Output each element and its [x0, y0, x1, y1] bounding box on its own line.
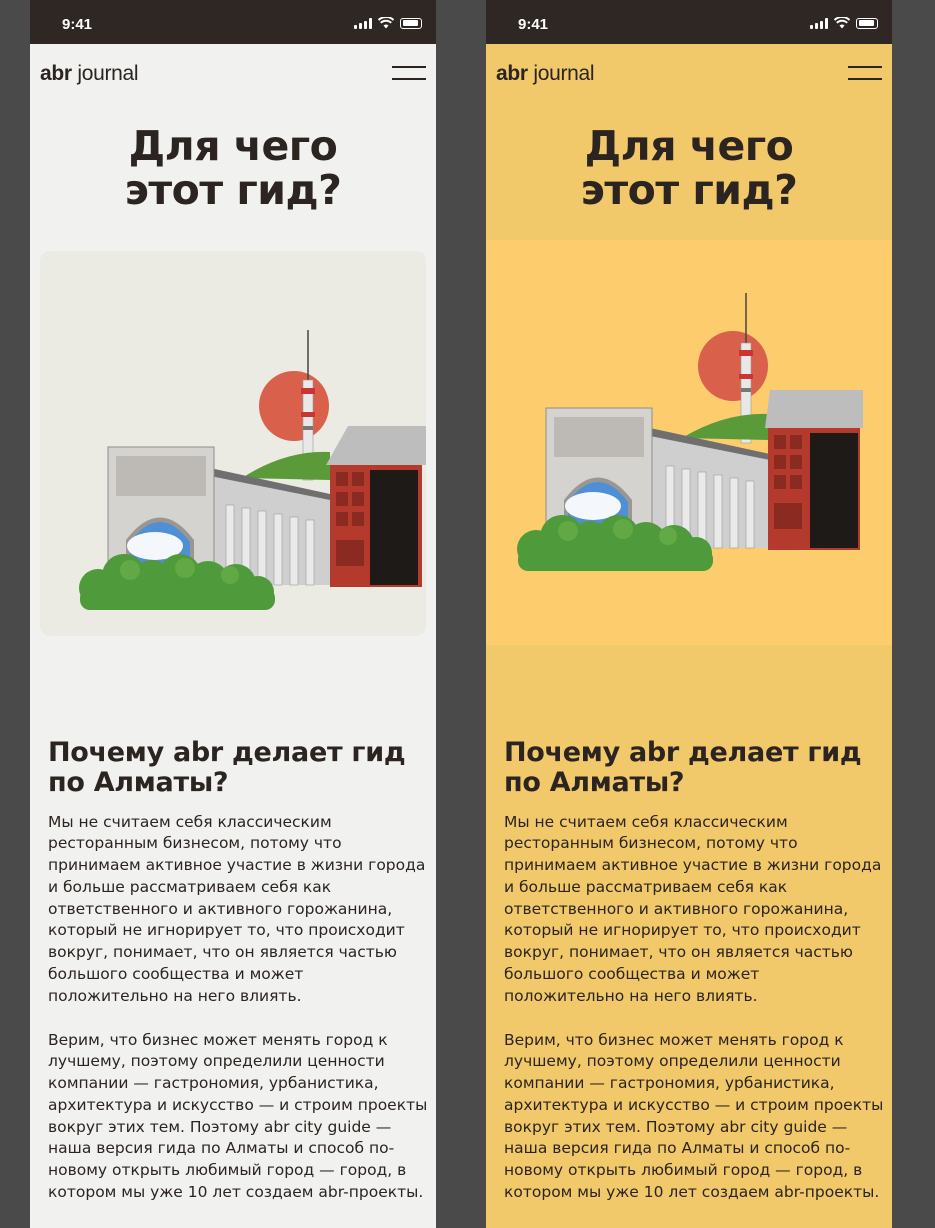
status-time: 9:41 [518, 16, 549, 33]
paragraph-1: Мы не считаем себя классическим ресторанным бизнесом, потому что принимаем активное участие в жизни города и больше рассматриваем себя как ответственного и активного горожанина, который не игнорирует то, что происходит вокруг, понимает, что он является частью большого сообщества и может положительно на него влиять. [48, 812, 426, 1005]
signal-icon [810, 18, 828, 29]
hamburger-menu-icon[interactable] [392, 66, 426, 82]
status-indicators [810, 17, 878, 29]
battery-icon [856, 18, 878, 29]
hero-title: Для чего этот гид? [124, 122, 342, 214]
paragraph-2: Верим, что бизнес может менять город к лучшему, поэтому определили ценности компании — гастрономия, урбанистика, архитектура и искусство — и строим проекты вокруг этих тем. Поэтому abr city guide — наша версия гида по Алматы и способ по-новому открыть любимый город — город, в котором мы уже 10 лет создаем abr-проекты. [48, 1030, 428, 1202]
city-collage-illustration [40, 251, 426, 636]
status-indicators [354, 17, 422, 29]
phone-screen-yellow [486, 0, 892, 1228]
top-nav [486, 44, 892, 104]
hamburger-menu-icon[interactable] [848, 66, 882, 82]
paragraph-1: Мы не считаем себя классическим ресторанным бизнесом, потому что принимаем активное участие в жизни города и больше рассматриваем себя как ответственного и активного горожанина, который не игнорирует то, что происходит вокруг, понимает, что он является частью большого сообщества и может положительно на него влиять. [504, 812, 882, 1005]
section-title: Почему abr делает гид по Алматы? [48, 737, 406, 799]
wifi-icon [378, 17, 394, 29]
battery-icon [400, 18, 422, 29]
abr-journal-logo[interactable]: abr journal [496, 62, 595, 85]
status-bar [486, 0, 892, 44]
status-time: 9:41 [62, 16, 93, 33]
section-title: Почему abr делает гид по Алматы? [504, 737, 862, 799]
top-nav [30, 44, 436, 104]
hero-title: Для чего этот гид? [580, 122, 798, 214]
status-bar [30, 0, 436, 44]
abr-journal-logo[interactable]: abr journal [40, 62, 139, 85]
city-collage-illustration [486, 240, 892, 645]
signal-icon [354, 18, 372, 29]
paragraph-2: Верим, что бизнес может менять город к лучшему, поэтому определили ценности компании — гастрономия, урбанистика, архитектура и искусство — и строим проекты вокруг этих тем. Поэтому abr city guide — наша версия гида по Алматы и способ по-новому открыть любимый город — город, в котором мы уже 10 лет создаем abr-проекты. [504, 1030, 884, 1202]
wifi-icon [834, 17, 850, 29]
phone-screen-light [30, 0, 436, 1228]
